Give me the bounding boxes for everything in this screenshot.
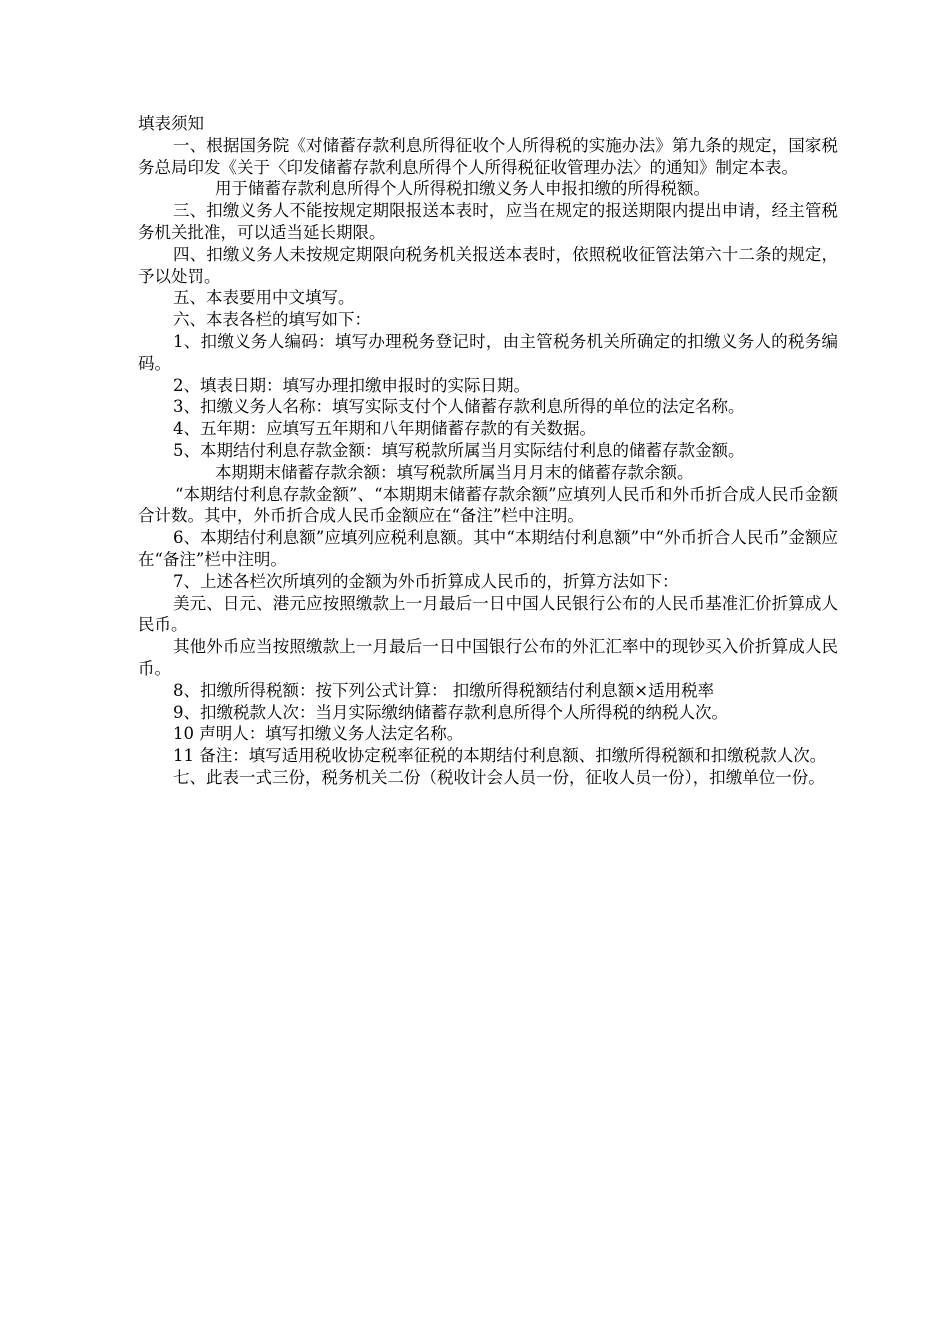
paragraph: 五、本表要用中文填写。 [173, 288, 355, 308]
paragraph: 本期期末储蓄存款余额：填写税款所属当月月末的储蓄存款余额。 [215, 462, 694, 482]
document-title: 填表须知 [138, 114, 204, 133]
paragraph: 1、扣缴义务人编码：填写办理税务登记时，由主管税务机关所确定的扣缴义务人的税务编码。 [138, 331, 838, 373]
paragraph: 9、扣缴税款人次：当月实际缴纳储蓄存款利息所得个人所得税的纳税人次。 [173, 702, 728, 722]
paragraph: “本期结付利息存款金额”、“本期期末储蓄存款余额”应填列人民币和外币折合成人民币金额合计数。其中，外币折合成人民币金额应在“备注”栏中注明。 [138, 484, 838, 526]
document-page [138, 113, 838, 789]
paragraph: 2、填表日期：填写办理扣缴申报时的实际日期。 [173, 375, 530, 395]
paragraph: 一、根据国务院《对储蓄存款利息所得征收个人所得税的实施办法》第九条的规定，国家税务总局印发《关于〈印发储蓄存款利息所得个人所得税征收管理办法〉的通知》制定本表。 [138, 135, 838, 177]
paragraph: 3、扣缴义务人名称：填写实际支付个人储蓄存款利息所得的单位的法定名称。 [173, 397, 745, 417]
paragraph: 三、扣缴义务人不能按规定期限报送本表时，应当在规定的报送期限内提出申请，经主管税务机关批准，可以适当延长期限。 [138, 201, 838, 242]
paragraph: 其他外币应当按照缴款上一月最后一日中国银行公布的外汇汇率中的现钞买入价折算成人民币。 [138, 637, 838, 678]
paragraph: 4、五年期：应填写五年期和八年期储蓄存款的有关数据。 [173, 419, 596, 439]
paragraph: 6、本期结付利息额”应填列应税利息额。其中“本期结付利息额”中“外币折合人民币”金额应在“备注”栏中注明。 [138, 528, 838, 569]
paragraph: 8、扣缴所得税额：按下列公式计算： 扣缴所得税额结付利息额×适用税率 [173, 680, 715, 700]
paragraph: 七、此表一式三份，税务机关二份（税收计会人员一份，征收人员一份），扣缴单位一份。 [173, 767, 825, 787]
paragraph: 六、本表各栏的填写如下： [173, 310, 371, 330]
paragraph: 7、上述各栏次所填列的金额为外币折算成人民币的，折算方法如下： [173, 571, 679, 591]
paragraph: 10 声明人：填写扣缴义务人法定名称。 [173, 724, 464, 744]
paragraph: 5、本期结付利息存款金额：填写税款所属当月实际结付利息的储蓄存款金额。 [173, 440, 745, 460]
paragraph: 四、扣缴义务人未按规定期限向税务机关报送本表时，依照税收征管法第六十二条的规定，予以处罚。 [138, 244, 838, 286]
paragraph-list [138, 135, 838, 789]
paragraph: 美元、日元、港元应按照缴款上一月最后一日中国人民银行公布的人民币基准汇价折算成人民币。 [138, 593, 838, 635]
paragraph: 11 备注：填写适用税收协定税率征税的本期结付利息额、扣缴所得税额和扣缴税款人次。 [173, 746, 827, 766]
paragraph: 用于储蓄存款利息所得个人所得税扣缴义务人申报扣缴的所得税额。 [215, 179, 710, 199]
